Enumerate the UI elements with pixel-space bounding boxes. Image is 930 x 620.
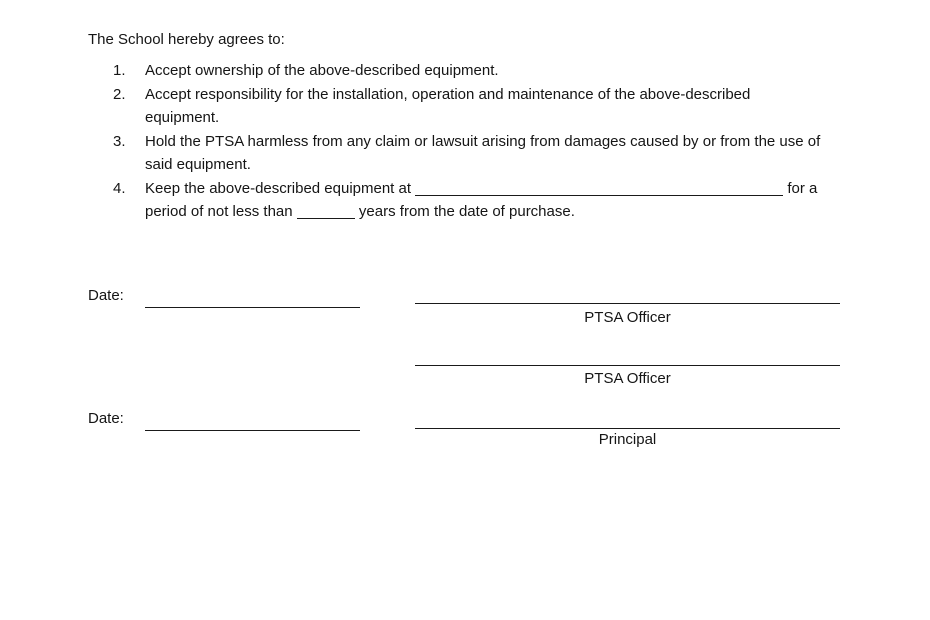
fill-in-blank — [415, 193, 783, 196]
list-item-number: 4. — [113, 179, 126, 197]
agreement-list — [88, 59, 888, 224]
signature-line-1 — [415, 285, 840, 304]
signature-label-1: PTSA Officer — [584, 309, 671, 326]
date-fill-line-1 — [145, 289, 360, 308]
date-label-1: Date: — [88, 287, 124, 304]
date-label-2: Date: — [88, 410, 124, 427]
list-item — [88, 177, 888, 224]
list-item-text — [145, 177, 817, 224]
intro-line: The School hereby agrees to: — [88, 31, 285, 48]
signature-line-3 — [415, 410, 840, 429]
text-segment: Accept ownership of the above-described equipment. — [145, 62, 499, 79]
signature-line-2 — [415, 347, 840, 366]
list-item — [88, 83, 888, 130]
text-segment: for a — [783, 179, 818, 197]
text-segment: equipment. — [145, 109, 220, 126]
text-segment: Accept responsibility for the installation, operation and maintenance of the above-described — [145, 85, 751, 103]
signature-label-3: Principal — [598, 431, 657, 448]
list-item — [88, 130, 888, 177]
list-item-text — [145, 83, 750, 130]
list-item-text — [145, 59, 499, 83]
list-item — [88, 59, 888, 83]
text-segment: said equipment. — [145, 156, 251, 173]
text-segment: Keep the above-described equipment at — [145, 179, 416, 197]
date-fill-line-2 — [145, 412, 360, 431]
list-item-text — [145, 130, 820, 177]
text-segment: period of not less than — [145, 203, 297, 220]
fill-in-blank — [297, 216, 355, 219]
list-item-number: 2. — [113, 85, 126, 103]
list-item-number: 1. — [113, 62, 126, 79]
list-item-number: 3. — [113, 132, 126, 150]
text-segment: years from the date of purchase. — [354, 203, 575, 220]
signature-label-2: PTSA Officer — [584, 370, 671, 387]
text-segment: Hold the PTSA harmless from any claim or lawsuit arising from damages caused by or from the use of — [145, 132, 821, 150]
